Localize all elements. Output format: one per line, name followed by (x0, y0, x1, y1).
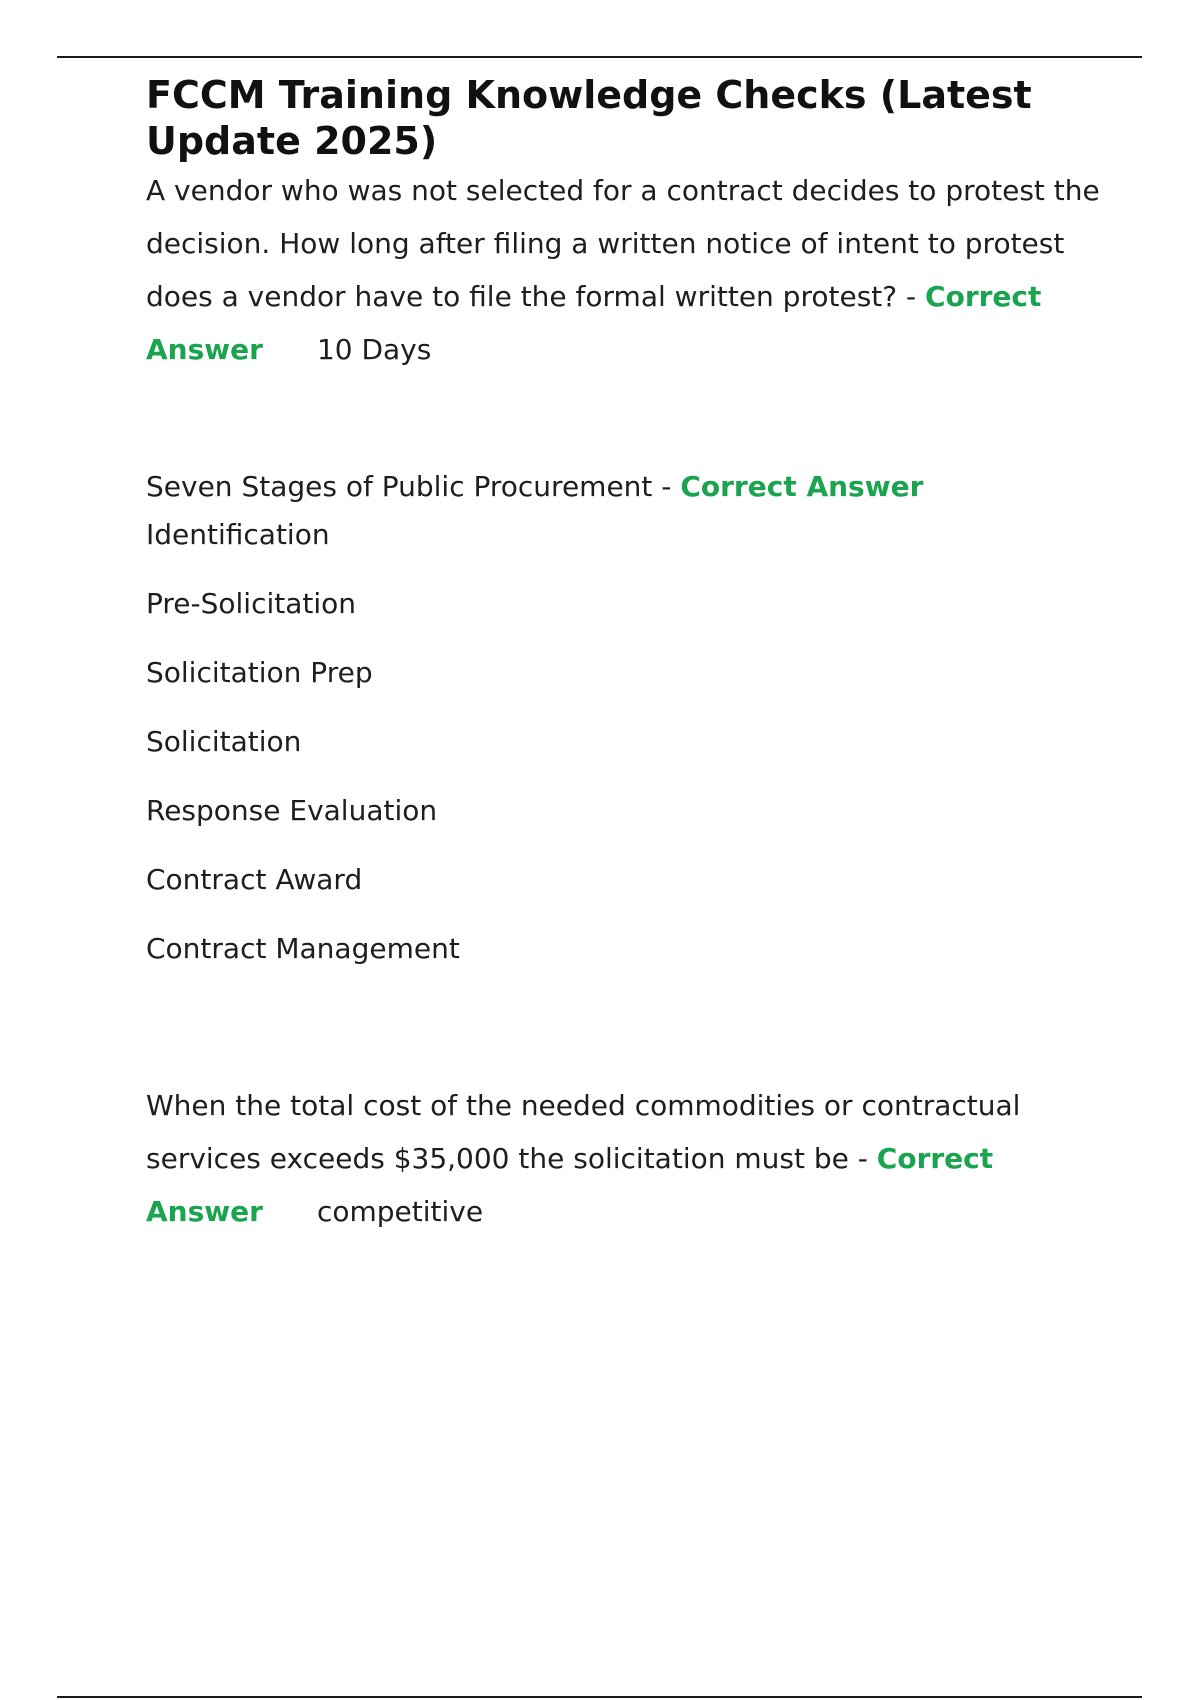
stage-item: Identification (146, 518, 330, 551)
stage-item: Pre-Solicitation (146, 587, 357, 620)
question-1-text: A vendor who was not selected for a contract decides to protest the decision. How long after filing a written notice of intent to protest does a vendor have to file the formal written protest? - (146, 174, 1100, 313)
stages-list (146, 513, 1106, 983)
answer-1: 10 Days (316, 333, 432, 366)
document-body (146, 72, 1106, 1238)
answer-3: competitive (316, 1195, 484, 1228)
stage-item: Solicitation Prep (146, 656, 373, 689)
question-3 (146, 1079, 1106, 1238)
top-rule (57, 56, 1142, 58)
question-1 (146, 164, 1106, 376)
question-2-text: Seven Stages of Public Procurement - (146, 470, 672, 503)
question-2 (146, 460, 1106, 513)
bottom-rule (57, 1696, 1142, 1698)
document-title: FCCM Training Knowledge Checks (Latest Update 2025) (146, 73, 1032, 163)
stage-item: Contract Management (146, 932, 460, 965)
question-3-text: When the total cost of the needed commodities or contractual services exceeds $35,000 the solicitation must be - (146, 1089, 1021, 1175)
stage-item: Response Evaluation (146, 794, 438, 827)
correct-answer-label: Correct Answer (146, 1142, 994, 1228)
stage-item: Solicitation (146, 725, 302, 758)
stage-item: Contract Award (146, 863, 363, 896)
correct-answer-label: Correct Answer (146, 280, 1042, 366)
correct-answer-label: Correct Answer (680, 470, 924, 503)
